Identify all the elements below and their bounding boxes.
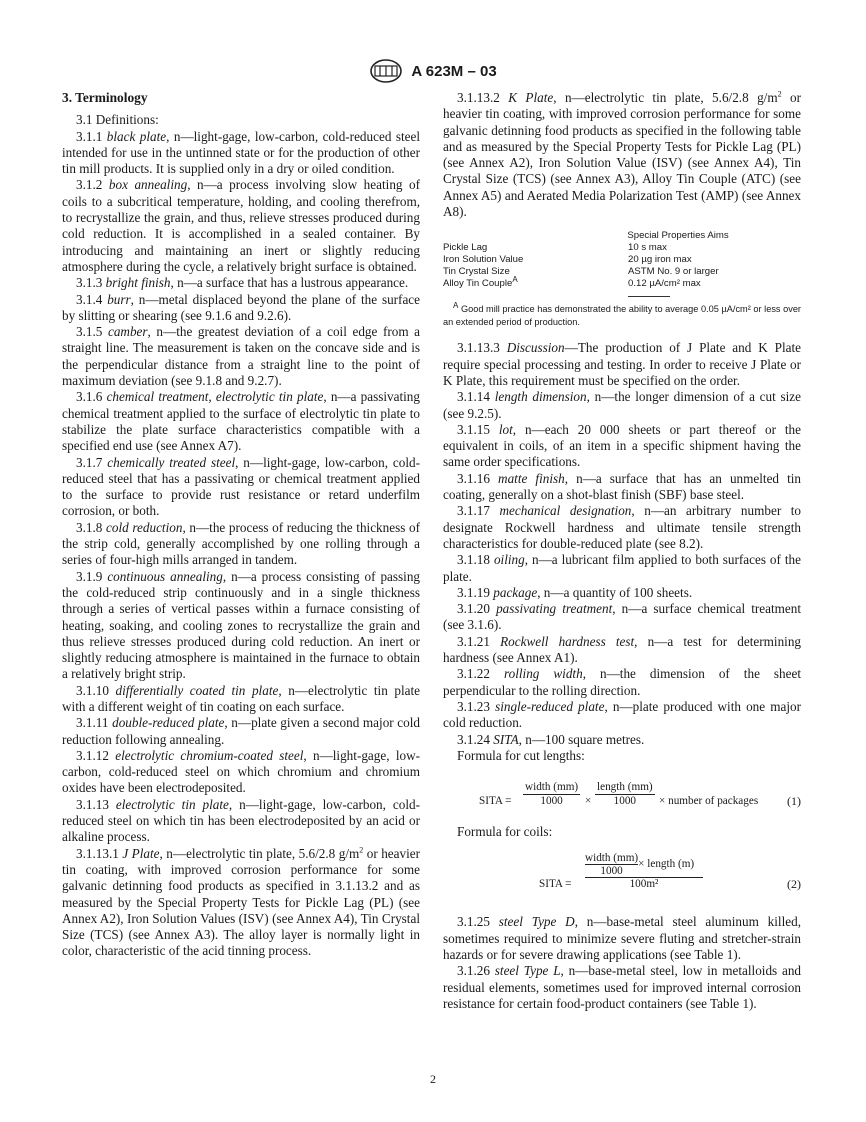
special-properties-table (443, 230, 803, 297)
definition-3-1-15: 3.1.15 lot, n—each 20 000 sheets or part thereof or the equivalent in coils, of an item in a specific shipment having the same order specifications. (443, 421, 801, 470)
definition-3-1-20: 3.1.20 passivating treatment, n—a surface chemical treatment (see 3.1.6). (443, 601, 802, 633)
definition-3-1-23: 3.1.23 single-reduced plate, n—plate produced with one major cold reduction. (443, 698, 801, 731)
definition-3-1-13-1: 3.1.13.1 J Plate, n—electrolytic tin plate, 5.6/2.8 $g/m^2$ or heavier tin coating, with improved corrosion performance for some galvanic detinning food products as specified in 3.1.13.2 and as measured by the Special Property Tests for Pickle Lag (PL) (see Annex A2), Iron Solution Values (ISV) (see Annex A4), Tin Crystal Size (TCS) (see Annex A3). The alloy layer is normally light in color, characteristic of the acid tinning process. (62, 845, 421, 959)
formula-cut-label: Formula for cut lengths: (457, 747, 585, 763)
definition-3-1-1: 3.1.1 black plate, n—light-gage, low-carbon, cold-reduced steel intended for use in the untinned state or for the production of other tin mill products. It is supplied only in a dry or oiled condition. (62, 128, 420, 177)
table-row: Iron Solution Value 20 µg iron max (443, 254, 692, 266)
definition-3-1-19: 3.1.19 package, n—a quantity of 100 sheets. (457, 584, 693, 600)
definition-3-1-22: 3.1.22 rolling width, n—the dimension of the sheet perpendicular to the rolling direction. (443, 666, 802, 698)
table-row: Alloy Tin Couple$^A$ 0.12 µA/cm² max (443, 275, 701, 290)
definition-3-1-8: 3.1.8 cold reduction, n—the process of reducing the thickness of the strip cold, generally accomplished by one rolling through a series of four-high mills arranged in tandem. (62, 519, 420, 568)
definition-3-1-7: 3.1.7 chemically treated steel, n—light-gage, low-carbon, cold-reduced steel that has a passivating or chemical treatment applied to the surface to provide rust resistance or retard underfilm corrosion, or both. (62, 454, 420, 519)
table-footnote: $^A$ Good mill practice has demonstrated the ability to average 0.05 µA/cm² or less over an extended period of production. (443, 301, 801, 327)
left-column (62, 90, 420, 960)
definition-3-1-16: 3.1.16 matte finish, n—a surface that has an unmelted tin coating, generally on a shot-blast finish (SBF) base steel. (443, 470, 802, 503)
definition-3-1-3: 3.1.3 bright finish, n—a surface that has a lustrous appearance. (76, 275, 409, 291)
definition-3-1-2: 3.1.2 box annealing, n—a process involving slow heating of coils to a subcritical temperature, holding, and cooling therefrom, to recrystallize the grain, and thus, relieve stresses produced during cold reduction. It is accomplished in a sealed container. By introducing and maintaining an inert or slightly reducing atmosphere during the cycle, a relatively bright surface is obtained. (62, 177, 420, 274)
formula-coil-label: Formula for coils: (457, 824, 553, 840)
page-number: 2 (430, 1072, 436, 1086)
definition-3-1-11: 3.1.11 double-reduced plate, n—plate given a second major cold reduction following annealing. (62, 715, 421, 747)
definition-3-1-18: 3.1.18 oiling, n—a lubricant film applied to both surfaces of the plate. (443, 552, 801, 584)
definition-3-1-13-3: 3.1.13.3 Discussion—The production of J Plate and K Plate require special processing and testing. In order to receive J Plate or K Plate, this requirement must be specified on the order. (443, 340, 801, 388)
definitions-heading: 3.1 Definitions: (76, 112, 159, 128)
table-divider (628, 296, 670, 297)
definition-3-1-10: 3.1.10 differentially coated tin plate, n—electrolytic tin plate with a different weight of tin coating on each surface. (62, 682, 420, 714)
definition-3-1-25: 3.1.25 steel Type D, n—base-metal steel aluminum killed, sometimes required to minimize severe fluting and stretcher-strain hazards or for severe drawing applications (see Table 1). (443, 914, 801, 962)
definition-3-1-12: 3.1.12 electrolytic chromium-coated steel, n—light-gage, low-carbon, cold-reduced steel on which chromium and chromium oxides have been electrodeposited. (62, 747, 420, 796)
formula-2: SITA = width (mm) 1000 × length (m) 100m² (2) (539, 852, 801, 892)
right-column (443, 90, 801, 1012)
fraction-coil: width (mm) 1000 × length (m) 100m² (585, 852, 703, 891)
fraction-width: width (mm) 1000 (525, 781, 579, 808)
table-row: Pickle Lag 10 s max (443, 242, 667, 254)
table-row: Tin Crystal Size ASTM No. 9 or larger (443, 266, 719, 278)
definition-3-1-13: 3.1.13 electrolytic tin plate, n—light-gage, low-carbon, cold-reduced steel on which tin has been electrodeposited by an acid or alkaline process. (62, 796, 420, 845)
document-id: A 623M – 03 (411, 62, 497, 80)
definition-3-1-6: 3.1.6 chemical treatment, electrolytic tin plate, n—a passivating chemical treatment applied to the surface of electrolytic tin plate to stabilize the plate surface characteristics compatible with a specified end use (see Annex A7). (62, 389, 420, 454)
definition-3-1-5: 3.1.5 camber, n—the greatest deviation of a coil edge from a straight line. The measurement is taken on the concave side and is the perpendicular distance from a straight line to the point of maximum deviation (see 9.1.8 and 9.2.7). (62, 324, 421, 389)
formula-1: SITA = width (mm) 1000 × length (mm) 1000 × number of packages (1) (479, 781, 801, 809)
definition-3-1-17: 3.1.17 mechanical designation, n—an arbitrary number to designate Rockwell hardness and ultimate tensile strength characteristics for double-reduced plate (see 8.2). (443, 503, 802, 551)
definition-3-1-4: 3.1.4 burr, n—metal displaced beyond the plane of the surface by slitting or shearing (see 9.1.6 and 9.2.6). (62, 291, 421, 323)
section-title: 3. Terminology (62, 90, 148, 105)
definition-3-1-21: 3.1.21 Rockwell hardness test, n—a test for determining hardness (see Annex A1). (443, 633, 802, 666)
page-header (0, 58, 866, 84)
definition-3-1-26: 3.1.26 steel Type L, n—base-metal steel, low in metalloids and residual elements, sometimes used for improved internal corrosion resistance for certain food-product containers (see Table 1). (443, 963, 802, 1011)
definition-3-1-13-2: 3.1.13.2 K Plate, n—electrolytic tin plate, 5.6/2.8 $g/m^2$ or heavier tin coating, with improved corrosion performance for some galvanic detinning food products as specified in the following table and as measured by the Special Property Tests for Pickle Lag (PL) (see Annex A2), Iron Solution Value (ISV) (see Annex A4), Tin Crystal Size (TCS) (see Annex A3), Alloy Tin Couple (ATC) (see Annex A5) and Aerated Media Polarization Test (AMP) (see Annex A8). (443, 89, 801, 220)
astm-logo-icon (369, 58, 403, 84)
fraction-length: length (mm) 1000 (597, 781, 653, 808)
definition-3-1-9: 3.1.9 continuous annealing, n—a process consisting of passing the cold-reduced strip continuously and in a single thickness through a series of vertical passes within a furnace consisting of heating, soaking, and cooling zones to recrystallize the grain and thus relieve stresses produced during cold reduction. An inert or slightly reducing atmosphere is maintained in the furnace to obtain a relatively bright strip. (62, 568, 421, 682)
table-title: Special Properties Aims (627, 230, 729, 242)
definition-3-1-24: 3.1.24 SITA, n—100 square metres. (457, 731, 645, 747)
definition-3-1-14: 3.1.14 length dimension, n—the longer dimension of a cut size (see 9.2.5). (443, 389, 801, 421)
